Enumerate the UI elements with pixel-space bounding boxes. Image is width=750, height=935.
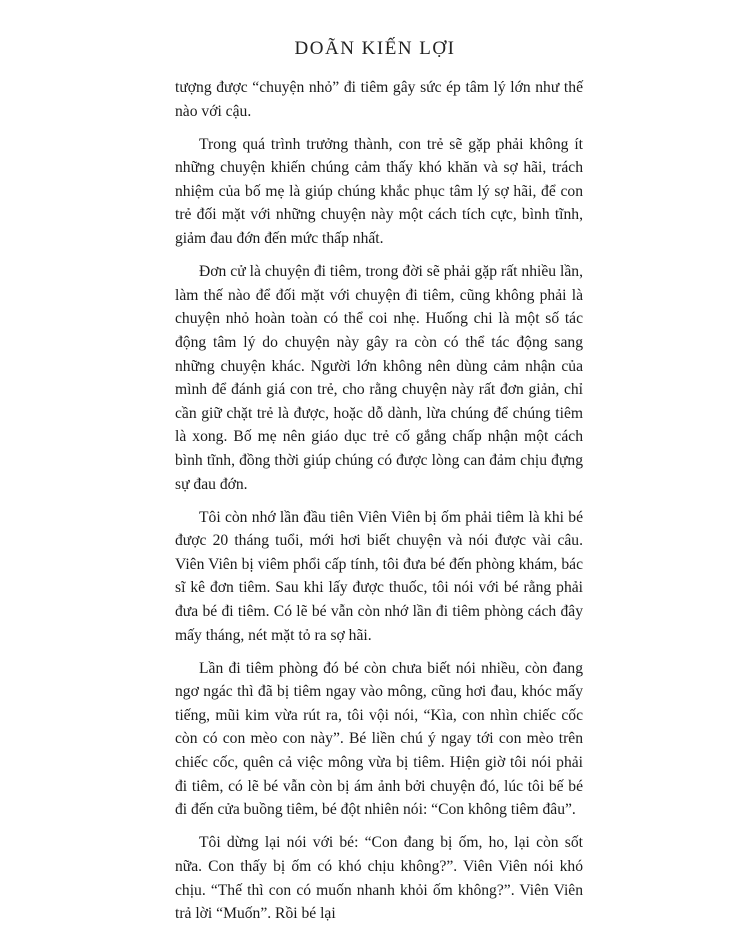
paragraph: Trong quá trình trưởng thành, con trẻ sẽ gặp phải không ít những chuyện khiến chúng cảm thấy khó khăn và sợ hãi, trách nhiệm của bố mẹ là giúp chúng khắc phục tâm lý sợ hãi, để con trẻ đối mặt với những chuyện này một cách tích cực, bình tĩnh, giảm đau đớn đến mức thấp nhất. — [175, 135, 583, 248]
running-head: DOÃN KIẾN LỢI — [294, 38, 456, 59]
paragraph: Tôi còn nhớ lần đầu tiên Viên Viên bị ốm phải tiêm là khi bé được 20 tháng tuổi, mới hơi biết chuyện và nói được vài câu. Viên Viên bị viêm phổi cấp tính, tôi đưa bé đến phòng khám, bác sĩ kê đơn tiêm. Sau khi lấy được thuốc, tôi nói với bé rằng phải đưa bé đi tiêm. Có lẽ bé vẫn còn nhớ lần đi tiêm phòng cách đây mấy tháng, nét mặt tỏ ra sợ hãi. — [175, 508, 583, 644]
paragraph: Lần đi tiêm phòng đó bé còn chưa biết nói nhiều, còn đang ngơ ngác thì đã bị tiêm ngay vào mông, cũng hơi đau, khóc mấy tiếng, mũi kim vừa rút ra, tôi vội nói, “Kìa, con nhìn chiếc cốc còn có con mèo con này”. Bé liền chú ý ngay tới con mèo trên chiếc cốc, quên cả việc mông vừa bị tiêm. Hiện giờ tôi nói phải đi tiêm, có lẽ bé vẫn còn bị ám ảnh bởi chuyện đó, lúc tôi bế bé đi đến cửa buồng tiêm, bé đột nhiên nói: “Con không tiêm đâu”. — [175, 659, 583, 819]
paragraph: Tôi dừng lại nói với bé: “Con đang bị ốm, ho, lại còn sốt nữa. Con thấy bị ốm có khó chịu không?”. Viên Viên nói khó chịu. “Thế thì con có muốn nhanh khỏi ốm không?”. Viên Viên trả lời “Muốn”. Rồi bé lại — [175, 834, 583, 923]
body-text — [175, 76, 583, 935]
paragraph: tượng được “chuyện nhỏ” đi tiêm gây sức ép tâm lý lớn như thế nào với cậu. — [175, 79, 583, 120]
paragraph: Đơn cử là chuyện đi tiêm, trong đời sẽ phải gặp rất nhiều lần, làm thế nào để đối mặt với chuyện đi tiêm, cũng không phải là chuyện nhỏ hoàn toàn có thể coi nhẹ. Huống chi là một số tác động tâm lý do chuyện này gây ra còn có thể tác động sang những chuyện khác. Người lớn không nên dùng cảm nhận của mình để đánh giá con trẻ, cho rằng chuyện này rất đơn giản, chỉ cần giữ chặt trẻ là được, hoặc dỗ dành, lừa chúng để chúng tiêm là xong. Bố mẹ nên giáo dục trẻ cố gắng chấp nhận một cách bình tĩnh, đồng thời giúp chúng có được lòng can đảm chịu đựng sự đau đớn. — [175, 263, 583, 493]
